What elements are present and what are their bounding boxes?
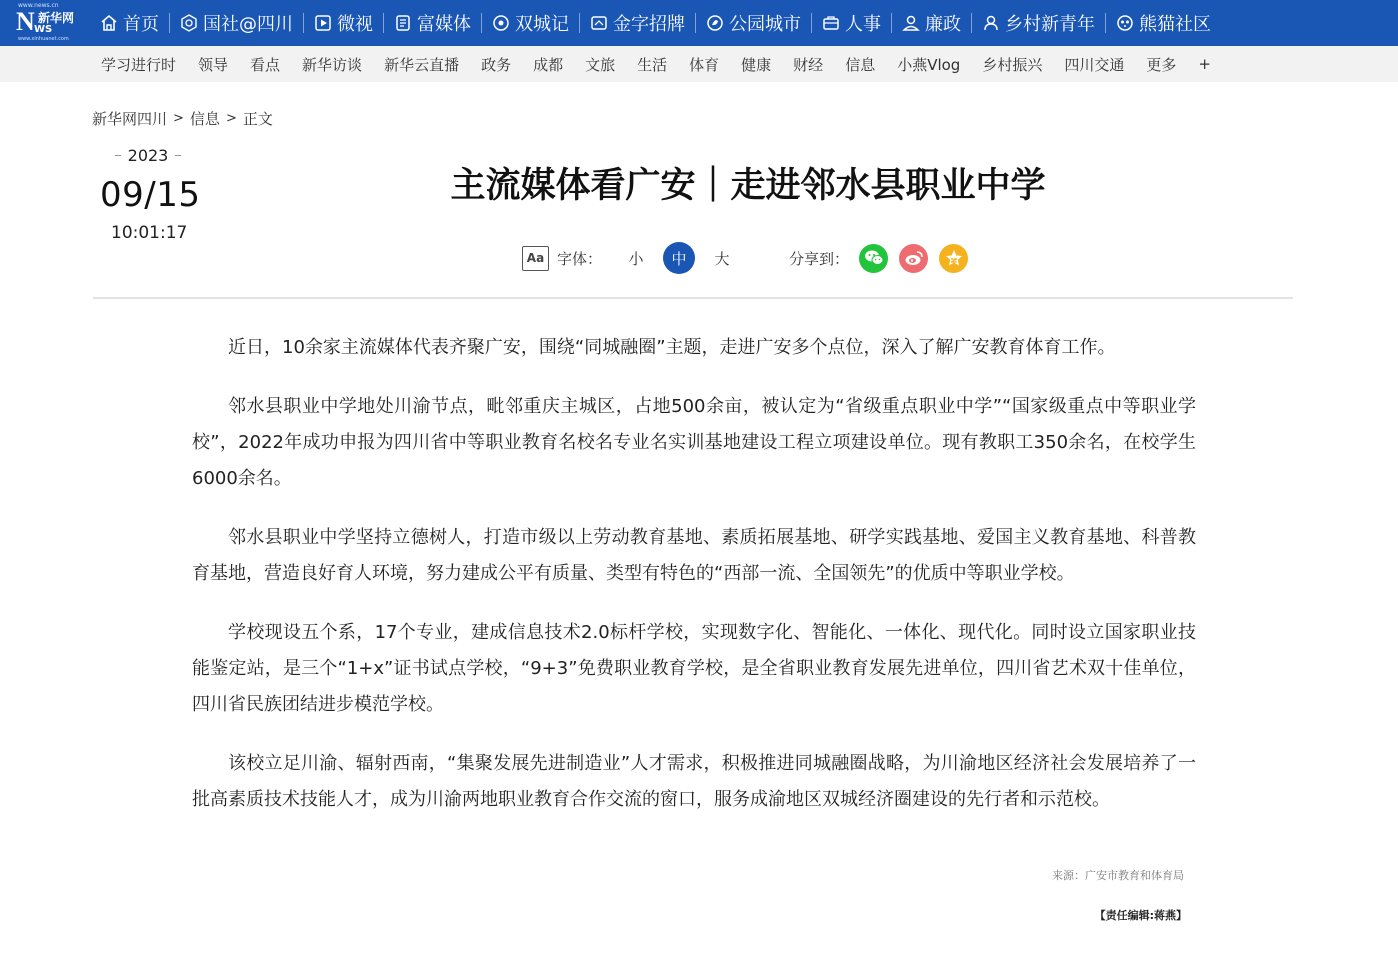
article-paragraph: 近日，10余家主流媒体代表齐聚广安，围绕“同城融圈”主题，走进广安多个点位，深入了解广安教育体育工作。: [228, 337, 1116, 358]
topnav-item-rich-media[interactable]: [384, 0, 481, 46]
breadcrumb-item-home[interactable]: 新华网四川: [92, 110, 168, 128]
article-controls: [522, 242, 979, 274]
breadcrumb-item-current: 正文: [242, 110, 273, 128]
subnav-item[interactable]: 小燕Vlog: [897, 55, 961, 74]
topnav-item-label: 金字招牌: [613, 14, 685, 35]
logo-bottom-url: www.xinhuanet.com: [18, 36, 69, 42]
font-size-small-button[interactable]: 小: [628, 249, 644, 268]
article-editor: 【责任编辑:蒋燕】: [1094, 909, 1187, 922]
topnav-item-shuangcheng[interactable]: [482, 0, 579, 46]
article-body: [192, 330, 1196, 841]
topnav-item-label: 熊猫社区: [1139, 14, 1211, 35]
subnav-item[interactable]: 新华云直播: [384, 55, 460, 74]
logo-letter: N: [16, 7, 35, 36]
header-divider: [93, 297, 1293, 299]
share-qzone-button[interactable]: [939, 244, 968, 273]
topnav-item-label: 国社@四川: [203, 14, 293, 35]
globe-network-icon: [180, 14, 198, 32]
subnav-item[interactable]: 新华访谈: [302, 55, 363, 74]
topnav-item-label: 双城记: [515, 14, 569, 35]
subnav-items: [90, 46, 1222, 82]
logo-cn-text: 新华网: [38, 11, 75, 25]
share-label: 分享到：: [789, 249, 850, 268]
panda-icon: [1116, 14, 1134, 32]
year-dash-right: [175, 155, 181, 156]
subnav-item-more[interactable]: 更多: [1146, 55, 1177, 74]
topnav-item-label: 人事: [845, 14, 881, 35]
subnav-item[interactable]: 生活: [637, 55, 668, 74]
top-navigation-bar: [0, 0, 1398, 46]
signboard-icon: [590, 14, 608, 32]
topnav-item-lianzheng[interactable]: [892, 0, 971, 46]
video-play-icon: [314, 14, 332, 32]
topnav-item-label: 微视: [337, 14, 373, 35]
subnav-item[interactable]: 健康: [741, 55, 772, 74]
subnav-expand-plus-icon[interactable]: +: [1198, 55, 1211, 73]
subnav-item[interactable]: 财经: [793, 55, 824, 74]
font-size-large-button[interactable]: 大: [714, 249, 730, 268]
subnav-item[interactable]: 四川交通: [1064, 55, 1125, 74]
topnav-item-jinzi[interactable]: [580, 0, 695, 46]
subnav-item[interactable]: 看点: [250, 55, 281, 74]
article-paragraph: 该校立足川渝、辐射西南，“集聚发展先进制造业”人才需求，积极推进同城融圈战略，为川渝地区经济社会发展培养了一批高素质技术技能人才，成为川渝两地职业教育合作交流的窗口，服务成渝地区双城经济圈建设的先行者和示范校。: [192, 753, 1196, 810]
subnav-item[interactable]: 学习进行时: [101, 55, 177, 74]
wechat-icon: [864, 249, 884, 267]
article-paragraph: 邻水县职业中学地处川渝节点，毗邻重庆主城区，占地500余亩，被认定为“省级重点职业中学”“国家级重点中等职业学校”，2022年成功申报为四川省中等职业教育名校名专业名实训基地建设工程立项建设单位。现有教职工350余名，在校学生6000余名。: [192, 396, 1196, 489]
publish-time: 10:01:17: [111, 223, 188, 243]
qzone-icon: [944, 248, 964, 268]
subnav-item[interactable]: 领导: [198, 55, 229, 74]
subnav-item[interactable]: 成都: [533, 55, 564, 74]
article-paragraph: 学校现设五个系，17个专业，建成信息技术2.0标杆学校，实现数字化、智能化、一体化、现代化。同时设立国家职业技能鉴定站，是三个“1+x”证书试点学校，“9+3”免费职业教育学校，是全省职业教育发展先进单位，四川省艺术双十佳单位，四川省民族团结进步模范学校。: [192, 622, 1196, 715]
location-pin-icon: [492, 14, 510, 32]
breadcrumb-separator: >: [173, 111, 184, 126]
publish-month-day: 09/15: [100, 175, 201, 215]
publish-year-text: 2023: [127, 145, 169, 165]
topnav-item-weishi[interactable]: [304, 0, 383, 46]
topnav-item-label: 首页: [123, 14, 159, 35]
topnav-item-guoshe[interactable]: [170, 0, 303, 46]
logo-ws-text: WS: [34, 24, 53, 35]
weibo-icon: [904, 249, 924, 267]
subnav-item[interactable]: 文旅: [585, 55, 616, 74]
subnav-item[interactable]: 信息: [845, 55, 876, 74]
font-size-icon: Aa: [522, 246, 549, 271]
article-title: 主流媒体看广安｜走进邻水县职业中学: [450, 166, 1046, 206]
breadcrumb-item-section[interactable]: 信息: [189, 110, 220, 128]
publish-year: [108, 145, 188, 165]
secondary-navigation-bar: [0, 46, 1398, 82]
top-nav-items: [90, 0, 1221, 46]
topnav-item-youth[interactable]: [972, 0, 1105, 46]
logo-top-url: www.news.cn: [18, 2, 59, 9]
rich-media-icon: [394, 14, 412, 32]
topnav-item-label: 公园城市: [729, 14, 801, 35]
topnav-item-renshi[interactable]: [812, 0, 891, 46]
topnav-item-label: 乡村新青年: [1005, 14, 1095, 35]
home-icon: [100, 14, 118, 32]
subnav-item[interactable]: 政务: [481, 55, 512, 74]
breadcrumb: [92, 108, 273, 129]
share-weibo-button[interactable]: [899, 244, 928, 273]
topnav-item-label: 富媒体: [417, 14, 471, 35]
topnav-item-home[interactable]: [90, 0, 169, 46]
font-size-label: 字体：: [557, 249, 603, 268]
briefcase-icon: [822, 14, 840, 32]
subnav-item[interactable]: 乡村振兴: [982, 55, 1043, 74]
topnav-item-label: 廉政: [925, 14, 961, 35]
person-icon: [902, 14, 920, 32]
youth-icon: [982, 14, 1000, 32]
font-size-medium-button[interactable]: 中: [663, 242, 695, 274]
topnav-item-park-city[interactable]: [696, 0, 811, 46]
share-wechat-button[interactable]: [859, 244, 888, 273]
breadcrumb-separator: >: [225, 111, 237, 126]
article-paragraph: 邻水县职业中学坚持立德树人，打造市级以上劳动教育基地、素质拓展基地、研学实践基地、爱国主义教育基地、科普教育基地，营造良好育人环境，努力建成公平有质量、类型有特色的“西部一流、全国领先”的优质中等职业学校。: [192, 527, 1196, 584]
article-source: 来源：广安市教育和体育局: [1052, 869, 1184, 882]
year-dash-left: [115, 155, 121, 156]
xinhua-logo[interactable]: [16, 2, 80, 44]
topnav-item-panda[interactable]: [1106, 0, 1221, 46]
leaf-icon: [706, 14, 724, 32]
subnav-item[interactable]: 体育: [689, 55, 720, 74]
